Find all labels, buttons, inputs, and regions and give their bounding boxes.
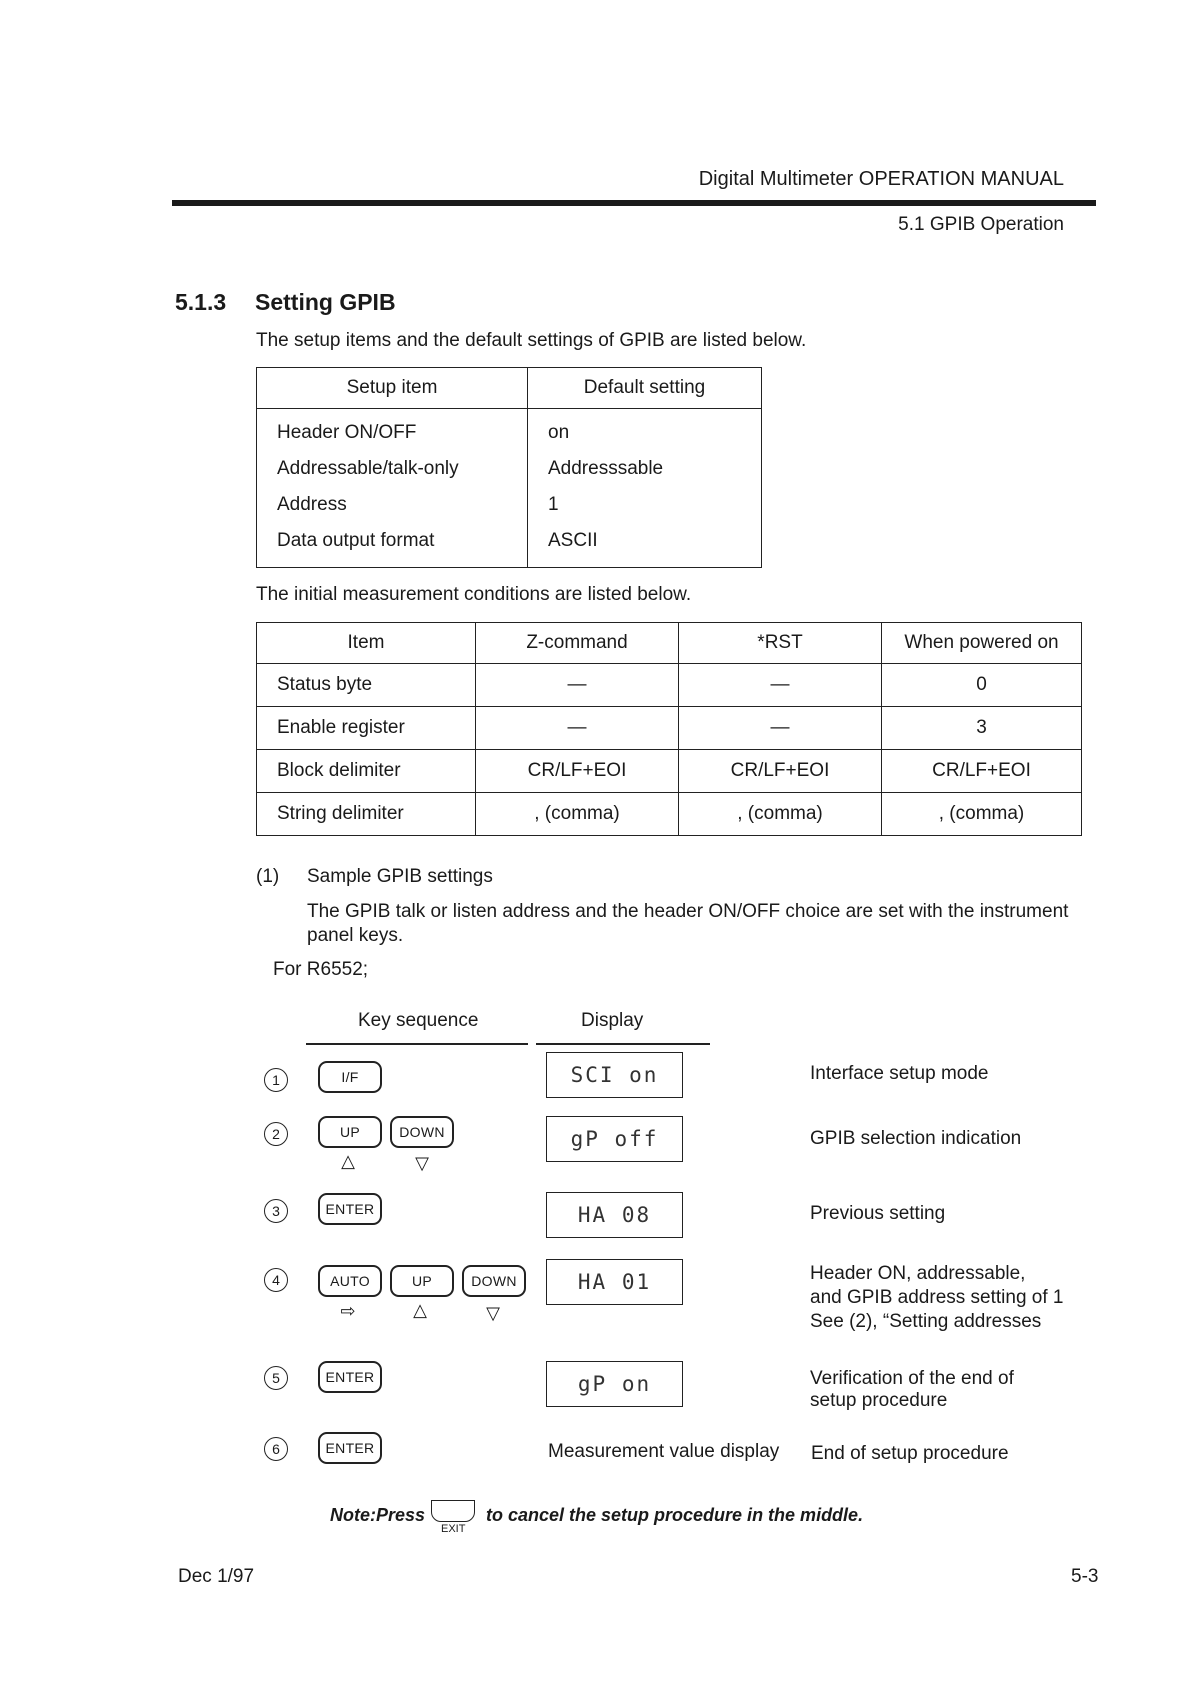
display-readout: HA 08 — [546, 1192, 683, 1238]
display-readout: gP off — [546, 1116, 683, 1162]
row-label: Block delimiter — [257, 750, 476, 793]
setup-item: Header ON/OFF — [277, 422, 417, 443]
display-readout: gP on — [546, 1361, 683, 1407]
col-poweron-header: When powered on — [882, 623, 1082, 664]
col-zcommand-header: Z-command — [476, 623, 679, 664]
section-intro: The setup items and the default settings of GPIB are listed below. — [256, 330, 807, 351]
manual-title: Digital Multimeter OPERATION MANUAL — [698, 168, 1064, 190]
cell: , (comma) — [679, 793, 882, 836]
cell: — — [476, 664, 679, 707]
right-arrow-icon: ⇨ — [340, 1301, 356, 1321]
col-item-header: Item — [257, 623, 476, 664]
header-rule — [172, 200, 1096, 206]
default-value: on — [548, 422, 570, 443]
step-description: Verification of the end of — [810, 1368, 1014, 1389]
cell: , (comma) — [882, 793, 1082, 836]
up-key[interactable]: UP — [390, 1265, 454, 1297]
step-description: Header ON, addressable, — [810, 1263, 1026, 1284]
conditions-intro: The initial measurement conditions are listed below. — [256, 584, 692, 605]
cell: CR/LF+EOI — [679, 750, 882, 793]
cell: CR/LF+EOI — [476, 750, 679, 793]
exit-key-label: EXIT — [441, 1523, 466, 1535]
step-number: 6 — [264, 1437, 288, 1461]
setup-items-cell — [257, 409, 528, 568]
step-number: 1 — [264, 1068, 288, 1092]
model-label: For R6552; — [273, 959, 369, 980]
default-setting-header: Default setting — [528, 368, 762, 409]
down-key[interactable]: DOWN — [390, 1116, 454, 1148]
note-prefix: Note:Press — [330, 1505, 426, 1525]
down-arrow-icon: ▽ — [486, 1303, 500, 1323]
display-heading: Display — [581, 1010, 644, 1031]
cell: 0 — [882, 664, 1082, 707]
down-key[interactable]: DOWN — [462, 1265, 526, 1297]
display-readout: SCI on — [546, 1052, 683, 1098]
footer-date: Dec 1/97 — [178, 1566, 255, 1587]
default-value: ASCII — [548, 530, 598, 551]
step-description: setup procedure — [810, 1390, 948, 1411]
setup-defaults-table — [256, 367, 762, 568]
step-description: GPIB selection indication — [810, 1128, 1022, 1149]
step-description: See (2), “Setting addresses — [810, 1311, 1042, 1332]
cell: CR/LF+EOI — [882, 750, 1082, 793]
step-number: 2 — [264, 1122, 288, 1146]
setup-item: Data output format — [277, 530, 435, 551]
exit-key[interactable] — [431, 1500, 475, 1522]
step-number: 5 — [264, 1366, 288, 1390]
enter-key[interactable]: ENTER — [318, 1193, 382, 1225]
step-number: 4 — [264, 1268, 288, 1292]
cell: 3 — [882, 707, 1082, 750]
cell: — — [679, 707, 882, 750]
row-label: Status byte — [257, 664, 476, 707]
display-readout: HA 01 — [546, 1259, 683, 1305]
auto-key[interactable]: AUTO — [318, 1265, 382, 1297]
default-value: 1 — [548, 494, 559, 515]
sample-text-line2: panel keys. — [307, 925, 404, 946]
enter-key[interactable]: ENTER — [318, 1361, 382, 1393]
setup-item: Addressable/talk-only — [277, 458, 459, 479]
sample-title: Sample GPIB settings — [307, 866, 493, 887]
setup-item: Address — [277, 494, 347, 515]
table-row — [257, 707, 1082, 750]
step-description: Previous setting — [810, 1203, 946, 1224]
up-arrow-icon: △ — [341, 1151, 355, 1171]
step-description: End of setup procedure — [811, 1443, 1009, 1464]
row-label: String delimiter — [257, 793, 476, 836]
key-sequence-heading: Key sequence — [358, 1010, 479, 1031]
page-number: 5-3 — [1071, 1566, 1099, 1587]
col-rst-header: *RST — [679, 623, 882, 664]
display-text: Measurement value display — [548, 1441, 780, 1462]
initial-conditions-table — [256, 622, 1082, 836]
default-values-cell — [528, 409, 762, 568]
step-description: Interface setup mode — [810, 1063, 989, 1084]
step-description: and GPIB address setting of 1 — [810, 1287, 1064, 1308]
display-rule — [536, 1043, 710, 1045]
section-number: 5.1.3 — [175, 289, 227, 315]
default-value: Addresssable — [548, 458, 664, 479]
section-title: Setting GPIB — [255, 289, 396, 315]
table-row — [257, 664, 1082, 707]
if-key[interactable]: I/F — [318, 1061, 382, 1093]
cell: , (comma) — [476, 793, 679, 836]
enter-key[interactable]: ENTER — [318, 1432, 382, 1464]
setup-item-header: Setup item — [257, 368, 528, 409]
cell: — — [679, 664, 882, 707]
sample-text-line1: The GPIB talk or listen address and the header ON/OFF choice are set with the instrument — [307, 901, 1069, 922]
up-arrow-icon: △ — [413, 1300, 427, 1320]
note-text: to cancel the setup procedure in the middle. — [486, 1505, 864, 1525]
step-number: 3 — [264, 1199, 288, 1223]
table-row — [257, 793, 1082, 836]
up-key[interactable]: UP — [318, 1116, 382, 1148]
sample-number: (1) — [256, 866, 280, 887]
cell: — — [476, 707, 679, 750]
down-arrow-icon: ▽ — [415, 1153, 429, 1173]
section-reference: 5.1 GPIB Operation — [898, 214, 1064, 235]
table-row — [257, 750, 1082, 793]
key-sequence-rule — [306, 1043, 528, 1045]
row-label: Enable register — [257, 707, 476, 750]
